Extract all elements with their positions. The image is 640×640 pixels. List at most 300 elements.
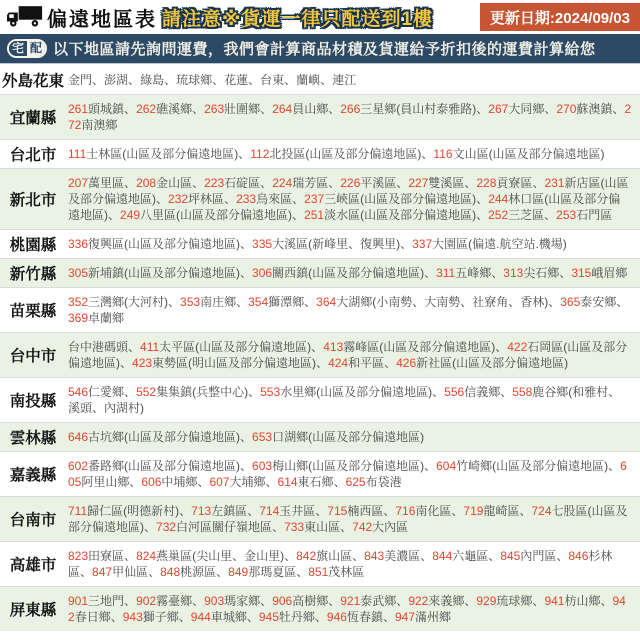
area-name: 平溪區 — [360, 176, 397, 190]
table-row — [0, 586, 640, 631]
postal-code: 848 — [160, 565, 181, 579]
area-name: 尖石鄉 — [523, 266, 560, 280]
postal-code: 354 — [248, 295, 269, 309]
area-name: 古坑鄉(山區及部分偏遠地區) — [88, 430, 241, 444]
postal-code: 311 — [436, 266, 456, 280]
postal-code: 365 — [560, 295, 581, 309]
postal-code: 244 — [488, 192, 509, 206]
separator: 、 — [260, 594, 273, 608]
separator: 、 — [519, 504, 532, 518]
separator: 、 — [108, 208, 121, 222]
postal-code: 232 — [168, 192, 189, 206]
separator: 、 — [612, 102, 625, 116]
area-list — [66, 378, 640, 422]
separator: 、 — [260, 102, 273, 116]
separator: 、 — [544, 102, 557, 116]
area-name: 恆春鎮 — [346, 610, 383, 624]
separator: 、 — [451, 504, 464, 518]
area-name: 石碇區 — [224, 176, 261, 190]
area-name: 七股區(山區及部分偏遠地區) — [68, 504, 628, 534]
postal-code: 625 — [345, 475, 366, 489]
separator: 、 — [548, 295, 561, 309]
postal-code: 263 — [204, 102, 225, 116]
separator: 、 — [124, 594, 137, 608]
table-row — [0, 168, 640, 229]
postal-code: 824 — [136, 549, 157, 563]
postal-code: 352 — [68, 295, 89, 309]
area-name: 淡水區(山區及部分偏遠地區) — [324, 208, 477, 222]
separator: 、 — [384, 356, 397, 370]
truck-icon — [7, 5, 43, 29]
separator: 、 — [420, 549, 433, 563]
separator: 、 — [396, 176, 409, 190]
postal-code: 844 — [432, 549, 453, 563]
postal-code: 267 — [488, 102, 509, 116]
area-list — [66, 333, 640, 377]
separator: 、 — [476, 102, 489, 116]
separator: 、 — [129, 475, 142, 489]
area-name: 關西鎮(山區及部分偏遠地區) — [272, 266, 425, 280]
postal-code: 112 — [250, 147, 270, 161]
area-name: 石門區 — [576, 208, 613, 222]
area-name: 大埔鄉 — [229, 475, 266, 489]
area-name: 峨眉鄉 — [591, 266, 628, 280]
area-name: 口湖鄉(山區及部分偏遠地區) — [272, 430, 425, 444]
separator: 、 — [292, 208, 305, 222]
separator: 、 — [328, 594, 341, 608]
postal-code: 116 — [433, 147, 453, 161]
area-name: 枋山鄉 — [564, 594, 601, 608]
area-name: 仁愛鄉 — [88, 385, 125, 399]
postal-code: 364 — [316, 295, 337, 309]
area-name: 卓蘭鄉 — [88, 311, 125, 325]
separator: 、 — [476, 192, 489, 206]
area-name: 信義鄉 — [464, 385, 501, 399]
area-list — [66, 452, 640, 496]
area-name: 竹崎鄉(山區及部分偏遠地區) — [456, 459, 609, 473]
area-name: 三芝區 — [508, 208, 545, 222]
postal-code: 231 — [544, 176, 565, 190]
postal-code: 237 — [304, 192, 325, 206]
area-name: 集集鎮(兵整中心) — [156, 385, 249, 399]
area-name: 綠島 — [140, 73, 165, 87]
separator: 、 — [424, 459, 437, 473]
postal-code: 653 — [252, 430, 273, 444]
table-row — [0, 287, 640, 332]
area-list — [66, 230, 640, 258]
separator: 、 — [396, 594, 409, 608]
area-name: 坪林區 — [188, 192, 225, 206]
delivery-warning-text: 請注意※貨運一律只配送到1樓 — [162, 8, 434, 30]
area-name: 文山區(山區及部分偏遠地區) — [452, 147, 605, 161]
area-name: 新埔鎮(山區及部分偏遠地區) — [88, 266, 241, 280]
separator: 、 — [382, 610, 395, 624]
area-name: 三灣鄉(大河村) — [88, 295, 169, 309]
separator: 、 — [559, 266, 572, 280]
area-list — [66, 259, 640, 287]
area-name: 龍崎區 — [483, 504, 520, 518]
home-delivery-badge — [7, 39, 47, 58]
area-name: 新社區(山區及部分偏遠地區) — [416, 356, 569, 370]
region-label: 南投縣 — [9, 393, 57, 410]
notice-text: 以下地區請先詢問運費，我們會計算商品材積及貨運給予折扣後的運費計算給您 — [53, 41, 596, 58]
separator: 、 — [328, 102, 341, 116]
postal-code: 604 — [436, 459, 457, 473]
separator: 、 — [296, 565, 309, 579]
postal-code: 614 — [277, 475, 298, 489]
area-name: 甲仙區 — [112, 565, 149, 579]
region-label: 外島花東 — [1, 73, 64, 90]
area-name: 大園區(偏遠.航空站.機場) — [432, 237, 567, 251]
area-name: 左鎮區 — [211, 504, 248, 518]
separator: 、 — [247, 504, 260, 518]
area-name: 旗山區 — [316, 549, 353, 563]
area-name: 三峽區(山區及部分偏遠地區) — [324, 192, 477, 206]
region-label: 台南市 — [9, 512, 57, 529]
separator: 、 — [120, 356, 133, 370]
postal-code: 903 — [204, 594, 225, 608]
separator: 、 — [476, 208, 489, 222]
postal-code: 901 — [68, 594, 89, 608]
separator: 、 — [128, 340, 141, 354]
area-name: 獅潭鄉 — [268, 295, 305, 309]
separator: 、 — [156, 192, 169, 206]
region-label: 台北市 — [9, 147, 57, 164]
postal-code: 606 — [141, 475, 162, 489]
region-label: 新竹縣 — [9, 266, 57, 283]
postal-code: 335 — [252, 237, 273, 251]
update-date-badge: 更新日期:2024/09/03 — [480, 3, 640, 31]
postal-code: 369 — [68, 311, 89, 325]
postal-code: 422 — [507, 340, 528, 354]
region-label: 高雄市 — [9, 557, 57, 574]
postal-code: 943 — [122, 610, 143, 624]
postal-code: 845 — [500, 549, 521, 563]
separator: 、 — [340, 520, 353, 534]
postal-code: 413 — [323, 340, 344, 354]
region-label: 桃園縣 — [9, 237, 57, 254]
separator: 、 — [124, 176, 137, 190]
area-name: 貢寮區 — [496, 176, 533, 190]
postal-code: 208 — [136, 176, 157, 190]
postal-code: 353 — [180, 295, 201, 309]
postal-code: 313 — [503, 266, 524, 280]
area-name: 白河區關仔嶺地區 — [176, 520, 273, 534]
separator: 、 — [246, 610, 259, 624]
postal-code: 921 — [340, 594, 361, 608]
area-name: 八里區(山區及部分偏遠地區) — [140, 208, 293, 222]
postal-code: 711 — [68, 504, 88, 518]
area-name: 士林區(山區及部分偏遠地區) — [86, 147, 239, 161]
separator: 、 — [556, 549, 569, 563]
separator: 、 — [314, 610, 327, 624]
separator: 、 — [224, 192, 237, 206]
postal-code: 556 — [444, 385, 465, 399]
postal-code: 851 — [308, 565, 329, 579]
postal-code: 942 — [68, 594, 626, 624]
separator: 、 — [284, 73, 297, 87]
postal-code: 602 — [68, 459, 89, 473]
table-row — [0, 451, 640, 496]
separator: 、 — [240, 459, 253, 473]
region-label: 苗栗縣 — [9, 303, 57, 320]
postal-code: 337 — [412, 237, 433, 251]
area-name: 大同鄉 — [508, 102, 545, 116]
postal-code: 262 — [136, 102, 157, 116]
postal-code: 227 — [408, 176, 429, 190]
badge-char-left: 宅 — [9, 41, 27, 56]
postal-code: 842 — [296, 549, 317, 563]
area-name: 東勢區(明山區及部分偏遠地區) — [152, 356, 317, 370]
separator: 、 — [311, 340, 324, 354]
area-name: 雙溪區 — [428, 176, 465, 190]
separator: 、 — [352, 549, 365, 563]
area-name: 東石鄉 — [297, 475, 334, 489]
postal-code: 261 — [68, 102, 89, 116]
separator: 、 — [164, 73, 177, 87]
separator: 、 — [248, 73, 261, 87]
area-name: 和平區 — [348, 356, 385, 370]
separator: 、 — [488, 549, 501, 563]
area-name: 金門 — [68, 73, 93, 87]
area-list — [66, 95, 640, 139]
postal-code: 228 — [476, 176, 497, 190]
separator: 、 — [333, 475, 346, 489]
table-row — [0, 139, 640, 168]
separator: 、 — [292, 192, 305, 206]
postal-code: 272 — [68, 102, 632, 132]
separator: 、 — [240, 430, 253, 444]
postal-code: 922 — [408, 594, 429, 608]
badge-char-right: 配 — [27, 41, 45, 56]
area-name: 楠西區 — [347, 504, 384, 518]
area-name: 來義鄉 — [428, 594, 465, 608]
area-name: 鹿谷鄉(和雅村、溪頭、內湖村) — [68, 385, 621, 415]
area-name: 南化區 — [415, 504, 452, 518]
area-list — [66, 423, 640, 451]
separator: 、 — [260, 176, 273, 190]
table-row — [0, 94, 640, 139]
area-name: 中埔鄉 — [161, 475, 198, 489]
area-name: 三星鄉(員山村泰雅路) — [360, 102, 477, 116]
postal-code: 207 — [68, 176, 89, 190]
area-name: 春日鄉 — [74, 610, 111, 624]
postal-code: 605 — [68, 459, 627, 489]
area-name: 水里鄉(山區及部分偏遠地區) — [280, 385, 433, 399]
separator: 、 — [316, 356, 329, 370]
postal-code: 716 — [395, 504, 416, 518]
postal-code: 847 — [92, 565, 113, 579]
area-name: 南庄鄉 — [200, 295, 237, 309]
separator: 、 — [178, 610, 191, 624]
area-name: 復興區(山區及部分偏遠地區) — [88, 237, 241, 251]
separator: 、 — [544, 208, 557, 222]
postal-code: 423 — [132, 356, 153, 370]
postal-code: 646 — [68, 430, 89, 444]
area-name: 北投區(山區及部分偏遠地區) — [269, 147, 422, 161]
area-name: 琉球鄉 — [496, 594, 533, 608]
area-name: 台中港碼頭 — [68, 340, 129, 354]
postal-code: 315 — [571, 266, 592, 280]
separator: 、 — [328, 176, 341, 190]
separator: 、 — [124, 102, 137, 116]
postal-code: 306 — [252, 266, 273, 280]
postal-code: 336 — [68, 237, 89, 251]
area-name: 杉林區 — [68, 549, 613, 579]
separator: 、 — [421, 147, 434, 161]
postal-code: 223 — [204, 176, 225, 190]
region-label: 雲林縣 — [9, 430, 57, 447]
separator: 、 — [464, 594, 477, 608]
separator: 、 — [144, 520, 157, 534]
postal-code: 929 — [476, 594, 497, 608]
postal-code: 266 — [340, 102, 361, 116]
separator: 、 — [315, 504, 328, 518]
table-row — [0, 377, 640, 422]
separator: 、 — [192, 102, 205, 116]
separator: 、 — [383, 504, 396, 518]
area-name: 六龜區 — [452, 549, 489, 563]
postal-code: 843 — [364, 549, 385, 563]
area-name: 金山區 — [156, 176, 193, 190]
postal-code: 426 — [396, 356, 417, 370]
area-name: 霧峰區(山區及部分偏遠地區) — [343, 340, 496, 354]
separator: 、 — [248, 385, 261, 399]
area-name: 員山鄉 — [292, 102, 329, 116]
separator: 、 — [608, 459, 621, 473]
postal-code: 411 — [140, 340, 160, 354]
region-label: 嘉義縣 — [9, 467, 57, 484]
postal-code: 715 — [327, 504, 348, 518]
area-list — [66, 169, 640, 229]
postal-code: 424 — [328, 356, 349, 370]
table-row — [0, 66, 640, 94]
area-name: 萬里區 — [88, 176, 125, 190]
postal-code: 713 — [191, 504, 212, 518]
separator: 、 — [110, 610, 123, 624]
postal-code: 947 — [394, 610, 415, 624]
separator: 、 — [238, 147, 251, 161]
title-bar — [0, 0, 640, 34]
separator: 、 — [284, 549, 297, 563]
postal-code: 733 — [284, 520, 305, 534]
area-name: 琉球鄉 — [176, 73, 213, 87]
postal-code: 224 — [272, 176, 293, 190]
area-list — [66, 140, 640, 168]
area-name: 阿里山鄉 — [81, 475, 130, 489]
postal-code: 264 — [272, 102, 293, 116]
separator: 、 — [532, 594, 545, 608]
separator: 、 — [500, 385, 513, 399]
separator: 、 — [179, 504, 192, 518]
area-name: 梅山鄉(山區及部分偏遠地區) — [272, 459, 425, 473]
separator: 、 — [236, 295, 249, 309]
area-name: 茂林區 — [328, 565, 365, 579]
area-name: 霧臺鄉 — [156, 594, 193, 608]
separator: 、 — [464, 176, 477, 190]
area-name: 牡丹鄉 — [278, 610, 315, 624]
postal-code: 945 — [258, 610, 279, 624]
separator: 、 — [216, 565, 229, 579]
area-name: 瑪家鄉 — [224, 594, 261, 608]
postal-code: 607 — [209, 475, 230, 489]
separator: 、 — [240, 237, 253, 251]
notice-bar — [0, 34, 640, 64]
area-name: 石岡區(山區及部分偏遠地區) — [68, 340, 628, 370]
postal-code: 849 — [228, 565, 249, 579]
area-name: 田寮區 — [88, 549, 125, 563]
separator: 、 — [92, 73, 105, 87]
area-name: 大內區 — [372, 520, 409, 534]
separator: 、 — [212, 73, 225, 87]
postal-code: 719 — [463, 504, 484, 518]
area-name: 獅子鄉 — [142, 610, 179, 624]
separator: 、 — [168, 295, 181, 309]
postal-code: 558 — [512, 385, 533, 399]
separator: 、 — [400, 237, 413, 251]
postal-code: 714 — [259, 504, 280, 518]
separator: 、 — [432, 385, 445, 399]
separator: 、 — [265, 475, 278, 489]
area-name: 桃源區 — [180, 565, 217, 579]
postal-code: 249 — [120, 208, 141, 222]
area-name: 太平區(山區及部分偏遠地區) — [159, 340, 312, 354]
area-name: 壯圍鄉 — [224, 102, 261, 116]
area-list — [66, 66, 640, 94]
postal-code: 823 — [68, 549, 89, 563]
area-name: 三地門 — [88, 594, 125, 608]
postal-code: 546 — [68, 385, 89, 399]
region-label: 新北市 — [9, 192, 57, 209]
postal-code: 252 — [488, 208, 509, 222]
area-name: 瑞芳區 — [292, 176, 329, 190]
separator: 、 — [240, 266, 253, 280]
area-name: 烏來區 — [256, 192, 293, 206]
postal-code: 305 — [68, 266, 89, 280]
separator: 、 — [124, 549, 137, 563]
region-label: 屏東縣 — [9, 602, 57, 619]
separator: 、 — [197, 475, 210, 489]
separator: 、 — [192, 176, 205, 190]
area-list — [66, 542, 640, 586]
region-label: 宜蘭縣 — [9, 110, 57, 127]
area-name: 大溪區(新峰里、復興里) — [272, 237, 401, 251]
area-list — [66, 587, 640, 631]
table-row — [0, 422, 640, 451]
postal-code: 941 — [544, 594, 565, 608]
postal-code: 946 — [326, 610, 347, 624]
area-name: 台東 — [260, 73, 285, 87]
separator: 、 — [495, 340, 508, 354]
postal-code: 552 — [136, 385, 157, 399]
area-name: 花蓮 — [224, 73, 249, 87]
separator: 、 — [320, 73, 333, 87]
area-name: 蘭嶼 — [296, 73, 321, 87]
area-name: 新店區(山區及部分偏遠地區) — [68, 176, 629, 206]
area-list — [66, 288, 640, 332]
table-row — [0, 229, 640, 258]
table-row — [0, 332, 640, 377]
table-row — [0, 496, 640, 541]
area-name: 燕巢區(尖山里、金山里) — [156, 549, 285, 563]
table-row — [0, 541, 640, 586]
separator: 、 — [272, 520, 285, 534]
postal-code: 111 — [68, 147, 87, 161]
separator: 、 — [491, 266, 504, 280]
separator: 、 — [128, 73, 141, 87]
separator: 、 — [304, 295, 317, 309]
area-name: 歸仁區(明德新村) — [87, 504, 180, 518]
